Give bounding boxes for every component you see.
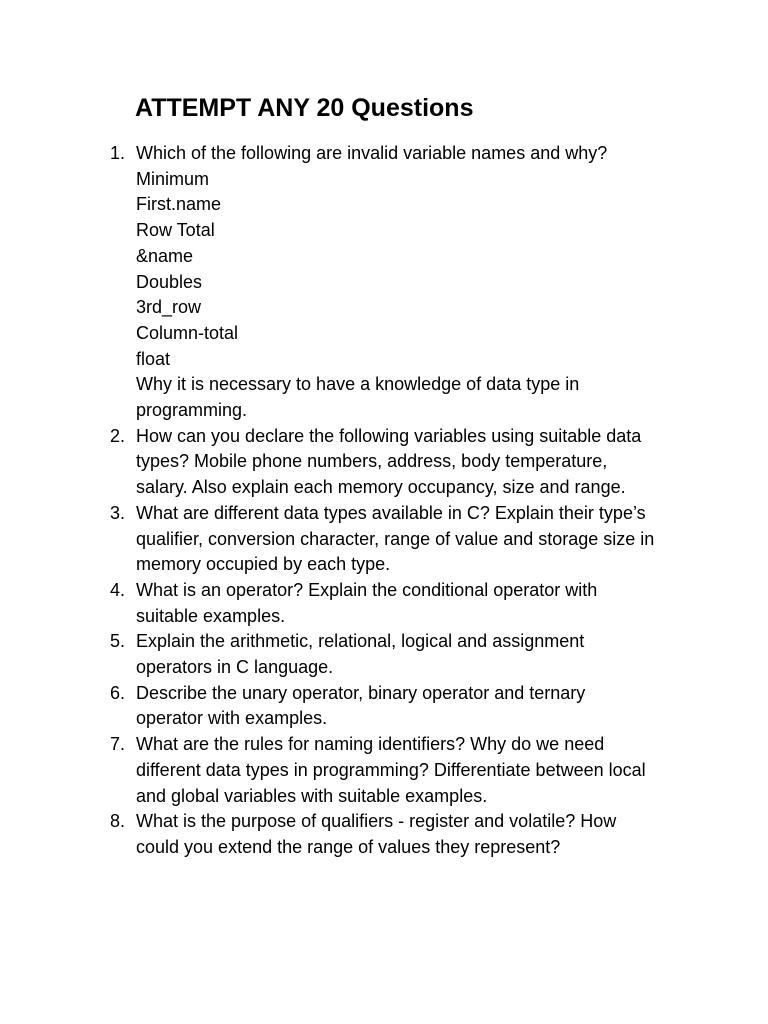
question-text-line: How can you declare the following variables using suitable data (136, 425, 642, 446)
question-text-line: types? Mobile phone numbers, address, body temperature, (136, 451, 608, 472)
question-number: 3. (110, 502, 126, 523)
question-list (0, 141, 654, 861)
question-text-line: What are the rules for naming identifiers? Why do we need (136, 734, 605, 755)
question-text-line: programming. (136, 400, 248, 421)
question-item (0, 681, 654, 732)
question-text-line: Which of the following are invalid variable names and why? (136, 143, 608, 163)
question-item (0, 629, 654, 680)
question-number: 6. (110, 682, 126, 703)
question-text-line: qualifier, conversion character, range of value and storage size in (136, 528, 655, 549)
question-text-line: float (136, 348, 171, 369)
question-text-line: &name (136, 245, 194, 266)
question-text-line: Minimum (136, 168, 210, 189)
question-number: 8. (110, 811, 126, 832)
question-text-line: First.name (136, 194, 222, 215)
question-text-line: operators in C language. (136, 657, 334, 678)
question-number: 2. (110, 425, 126, 446)
question-number: 1. (110, 143, 126, 163)
question-text-line: Explain the arithmetic, relational, logical and assignment (136, 631, 585, 652)
question-number: 7. (110, 734, 126, 755)
page-title: ATTEMPT ANY 20 Questions (135, 94, 474, 122)
question-text-line: Row Total (136, 220, 215, 241)
question-text-line: What are different data types available in C? Explain their type’s (136, 502, 646, 523)
question-text-line: What is an operator? Explain the conditional operator with (136, 579, 598, 600)
question-text-line: operator with examples. (136, 708, 328, 729)
question-number: 4. (110, 579, 126, 600)
question-text-line: What is the purpose of qualifiers - register and volatile? How (136, 811, 617, 832)
question-number: 5. (110, 631, 126, 652)
question-text-line: Why it is necessary to have a knowledge of data type in (136, 374, 580, 395)
question-item (0, 501, 654, 578)
question-text-line: memory occupied by each type. (136, 554, 391, 575)
question-text-line: suitable examples. (136, 605, 286, 626)
question-text-line: and global variables with suitable examples. (136, 785, 488, 806)
question-item (0, 141, 654, 424)
question-text-line: could you extend the range of values they represent? (136, 836, 561, 857)
question-item (0, 578, 654, 629)
question-item (0, 809, 654, 860)
question-item (0, 424, 654, 501)
question-text-line: Column-total (136, 322, 239, 343)
question-text-line: Doubles (136, 271, 203, 292)
question-text-line: different data types in programming? Differentiate between local (136, 759, 646, 780)
question-text-line: Describe the unary operator, binary operator and ternary (136, 682, 586, 703)
question-text-line: 3rd_row (136, 297, 202, 318)
question-item (0, 732, 654, 809)
question-text-line: salary. Also explain each memory occupancy, size and range. (136, 477, 626, 498)
